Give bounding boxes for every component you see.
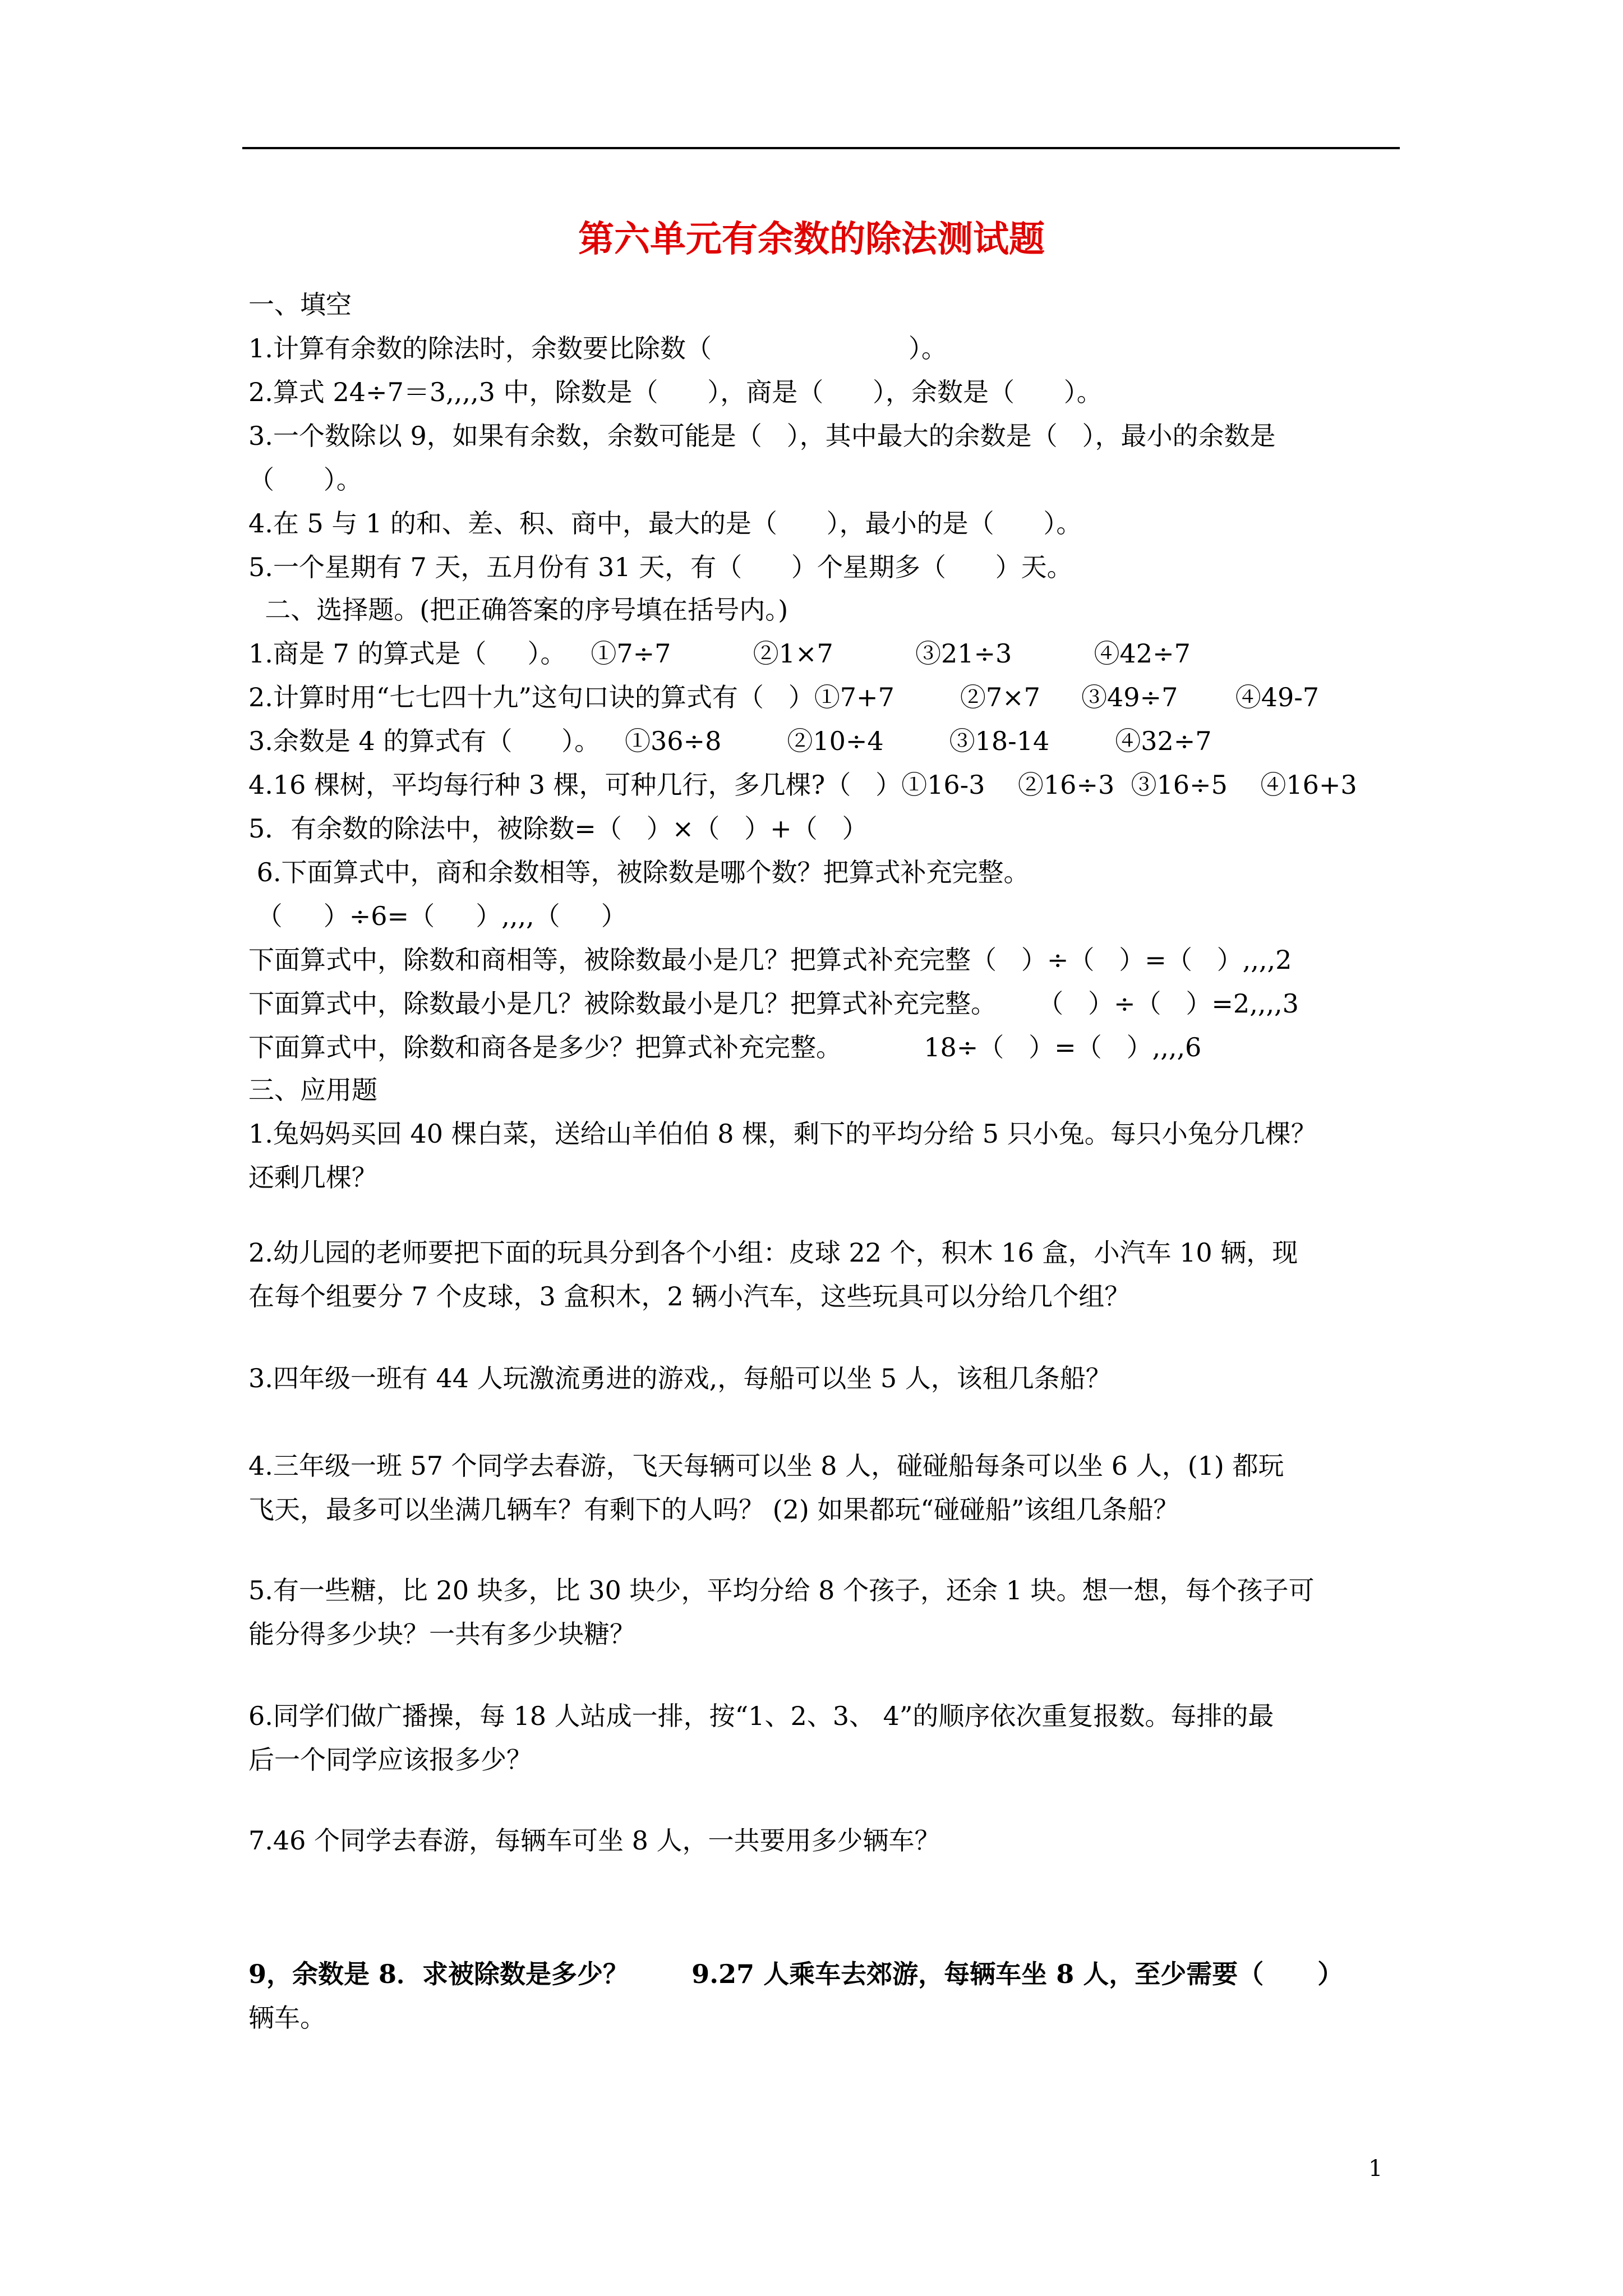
section-heading: 三、应用题 — [248, 1075, 377, 1105]
question-line: 5．有余数的除法中，被除数=（ ）×（ ）+（ ） — [248, 813, 868, 844]
question-line: 辆车。 — [248, 2003, 326, 2033]
question-line: 7.46 个同学去春游，每辆车可坐 8 人，一共要用多少辆车？ — [248, 1825, 940, 1856]
question-line: 6.同学们做广播操，每 18 人站成一排，按“1、2、3、 4”的顺序依次重复报数。每排的最 — [248, 1701, 1274, 1731]
question-line: 2.算式 24÷7＝3,,,,3 中，除数是（ ），商是（ ），余数是（ ）。 — [248, 377, 1103, 407]
question-line: 下面算式中，除数和商相等，被除数最小是几？把算式补充完整（ ）÷（ ）=（ ）,,,,2 — [248, 945, 1292, 975]
section-heading: 一、填空 — [248, 289, 352, 320]
question-line: 4.16 棵树，平均每行种 3 棵，可种几行，多几棵?（ ）①16-3 ②16÷3 ③16÷5 ④16+3 — [248, 770, 1357, 800]
question-line: 3.一个数除以 9，如果有余数，余数可能是（ ），其中最大的余数是（ ），最小的余数是 — [248, 421, 1276, 451]
question-line: 能分得多少块？一共有多少块糖？ — [248, 1619, 635, 1649]
question-line: 2.幼儿园的老师要把下面的玩具分到各个小组：皮球 22 个，积木 16 盒，小汽车 10 辆，现 — [248, 1237, 1298, 1268]
question-line: （ ）。 — [248, 464, 362, 495]
question-line: 1.兔妈妈买回 40 棵白菜，送给山羊伯伯 8 棵，剩下的平均分给 5 只小兔。每只小兔分几棵？ — [248, 1119, 1317, 1149]
question-line: 4.在 5 与 1 的和、差、积、商中，最大的是（ ），最小的是（ ）。 — [248, 508, 1082, 539]
question-line: 下面算式中，除数和商各是多少？把算式补充完整。 18÷（ ）=（ ）,,,,6 — [248, 1032, 1202, 1062]
question-line: 后一个同学应该报多少？ — [248, 1745, 532, 1775]
page-title: 第六单元有余数的除法测试题 — [578, 218, 1045, 260]
question-line: 2.计算时用“七七四十九”这句口诀的算式有（ ）①7+7 ②7×7 ③49÷7 ④49-7 — [248, 682, 1320, 712]
question-line: 9，余数是 8．求被除数是多少？ 9.27 人乘车去郊游，每辆车坐 8 人，至少需要（ ） — [248, 1959, 1344, 1989]
question-line: （ ）÷6=（ ）,,,,（ ） — [248, 901, 627, 931]
question-line: 1.计算有余数的除法时，余数要比除数（ ）。 — [248, 333, 947, 364]
question-line: 4.三年级一班 57 个同学去春游，飞天每辆可以坐 8 人，碰碰船每条可以坐 6 人，(1) 都玩 — [248, 1451, 1284, 1481]
question-line: 3.余数是 4 的算式有（ ）。 ①36÷8 ②10÷4 ③18-14 ④32÷7 — [248, 726, 1212, 756]
question-line: 还剩几棵？ — [248, 1162, 377, 1193]
question-line: 1.商是 7 的算式是（ ）。 ①7÷7 ②1×7 ③21÷3 ④42÷7 — [248, 638, 1191, 669]
question-line: 飞天，最多可以坐满几辆车？有剩下的人吗？ (2) 如果都玩“碰碰船”该组几条船？ — [248, 1494, 1179, 1525]
question-line: 3.四年级一班有 44 人玩激流勇进的游戏,，每船可以坐 5 人，该租几条船？ — [248, 1363, 1112, 1393]
question-line: 5.一个星期有 7 天，五月份有 31 天，有（ ）个星期多（ ）天。 — [248, 552, 1073, 582]
question-line: 5.有一些糖，比 20 块多，比 30 块少，平均分给 8 个孩子，还余 1 块。想一想，每个孩子可 — [248, 1575, 1315, 1605]
page-number: 1 — [1368, 2156, 1383, 2182]
header-rule — [242, 147, 1400, 149]
section-heading: 二、选择题。(把正确答案的序号填在括号内。) — [248, 595, 789, 625]
question-line: 在每个组要分 7 个皮球，3 盒积木，2 辆小汽车，这些玩具可以分给几个组？ — [248, 1281, 1131, 1312]
question-line: 6.下面算式中，商和余数相等，被除数是哪个数？把算式补充完整。 — [248, 857, 1030, 887]
question-line: 下面算式中，除数最小是几？被除数最小是几？把算式补充完整。 （ ）÷（ ）=2,,,,3 — [248, 988, 1299, 1019]
